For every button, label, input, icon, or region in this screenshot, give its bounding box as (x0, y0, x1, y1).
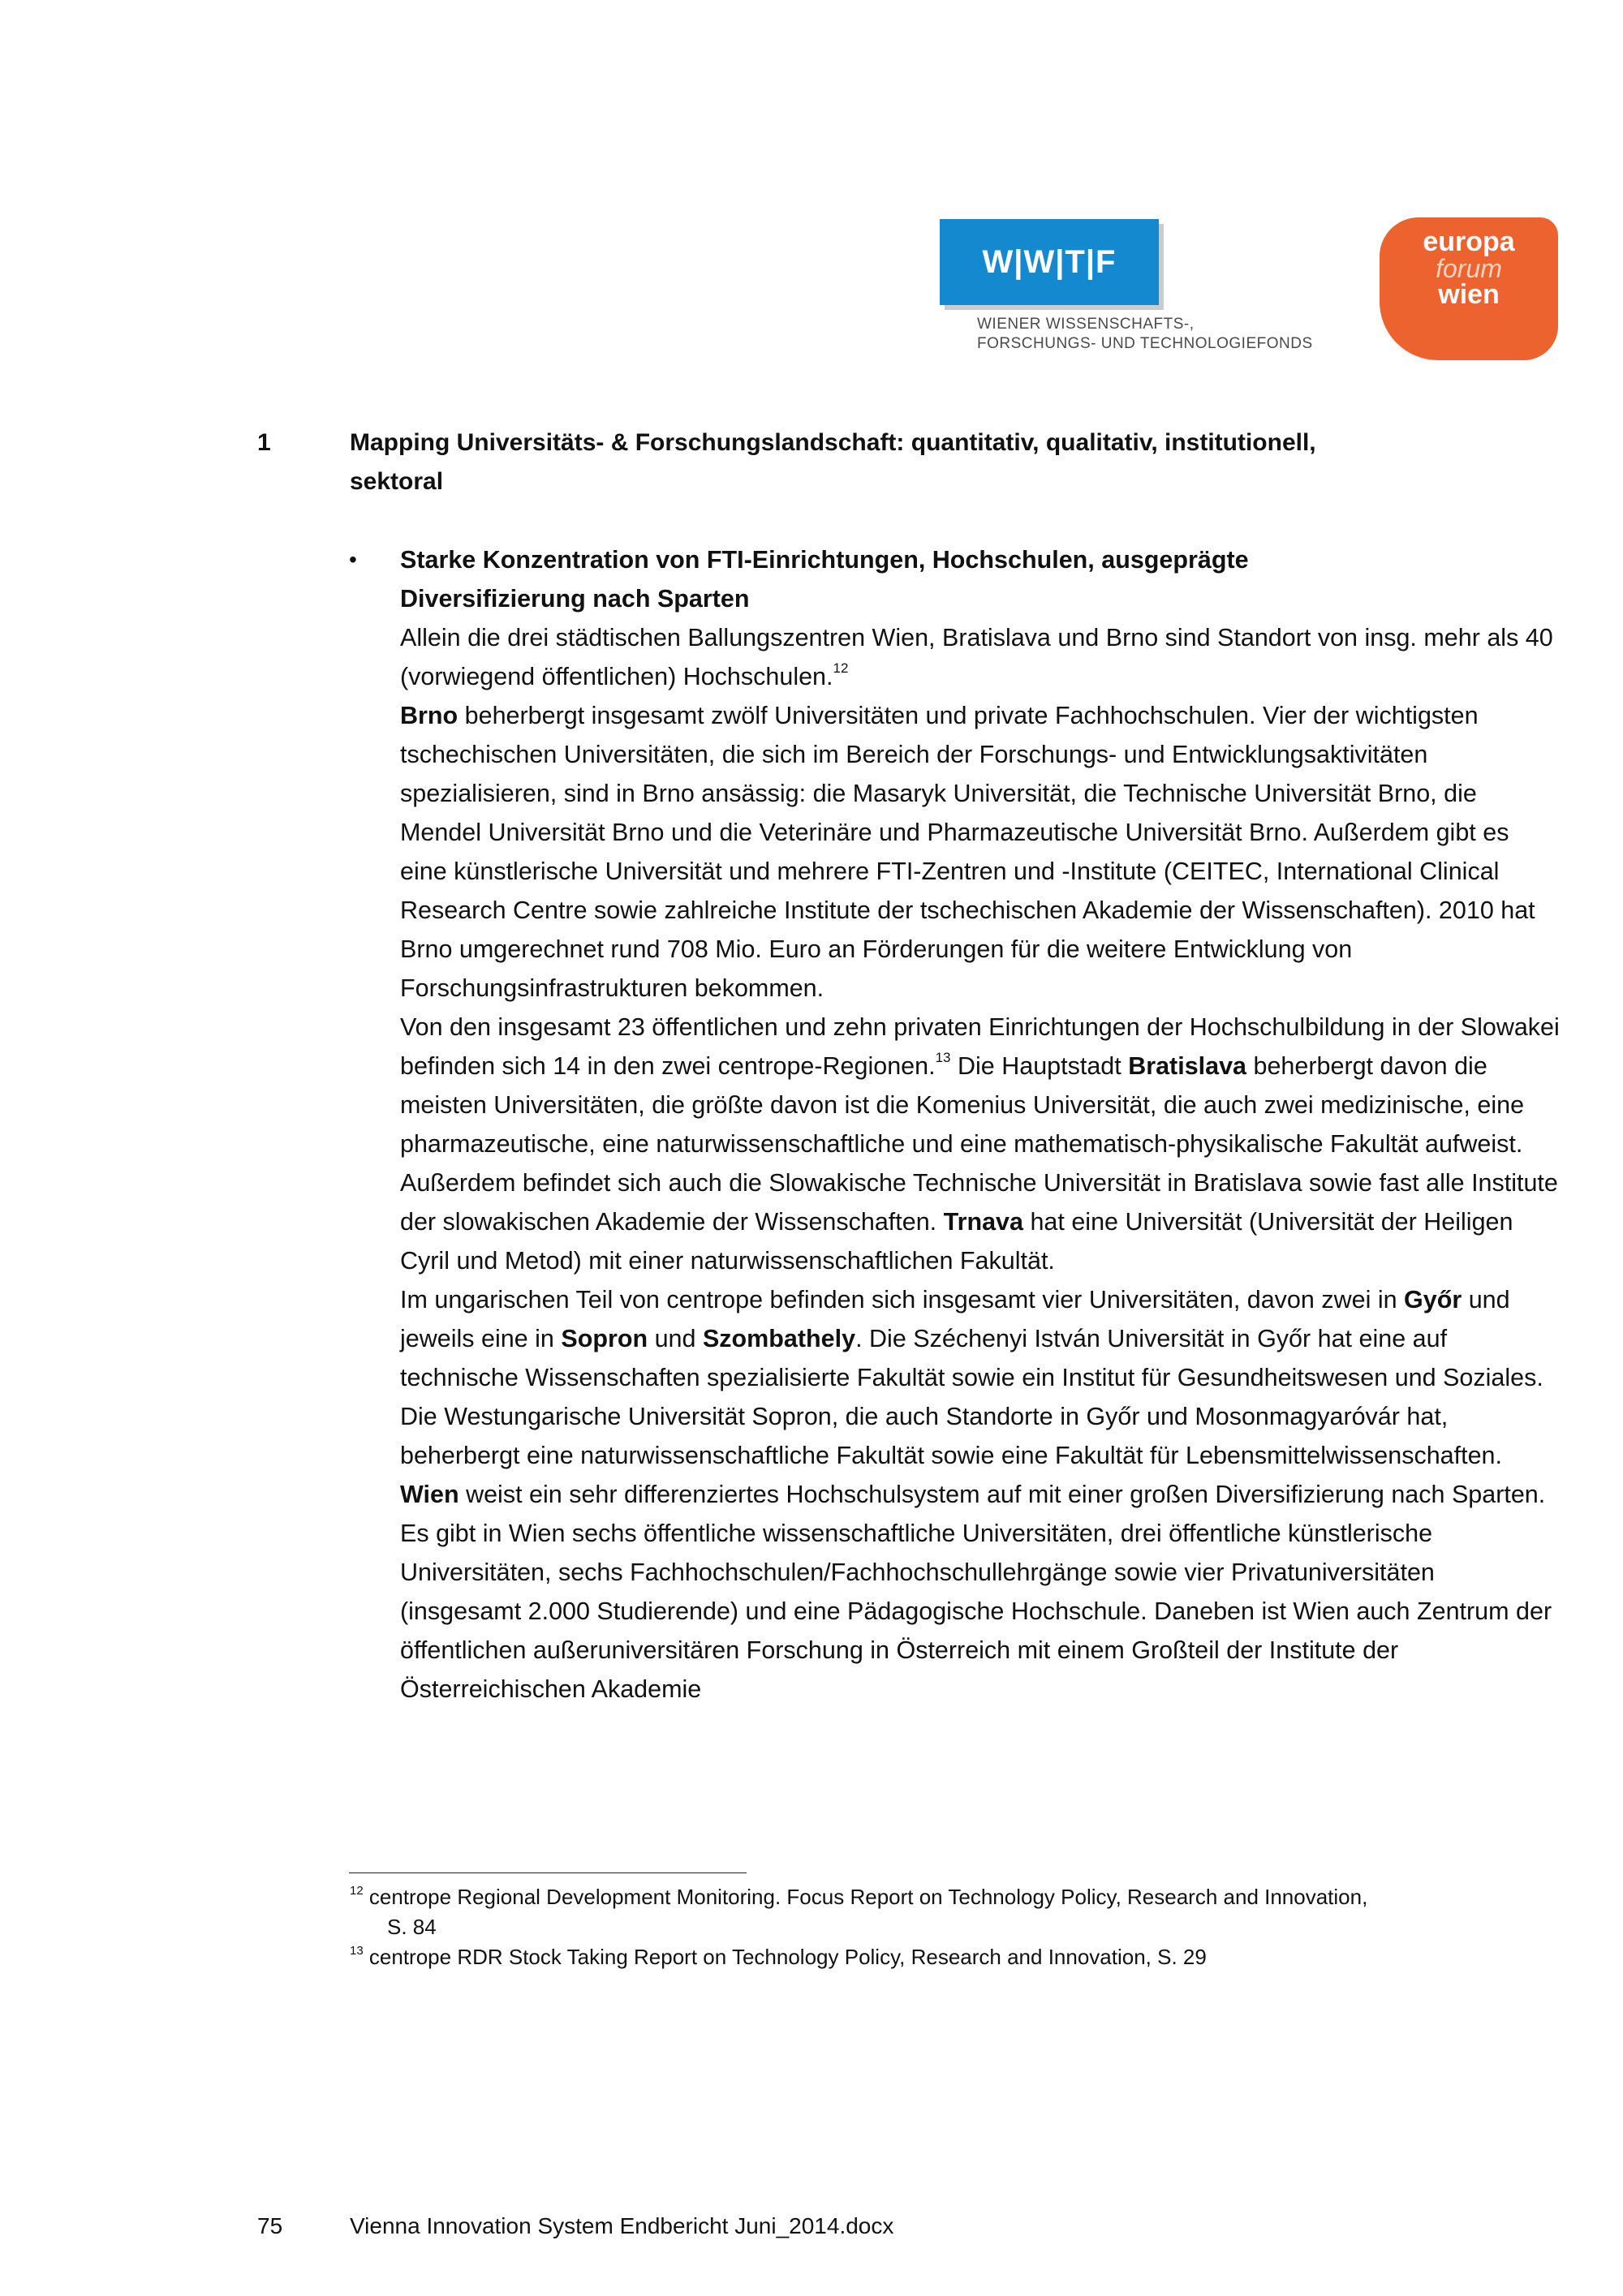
bullet-heading-line2: Diversifizierung nach Sparten (400, 585, 750, 613)
footnote-number: 12 (350, 1884, 364, 1898)
wwtf-caption-line1: WIENER WISSENSCHAFTS-, (977, 316, 1195, 333)
bullet-content (400, 540, 1561, 1709)
page-number: 75 (257, 2213, 283, 2238)
paragraph-slovakia: Von den insgesamt 23 öffentlichen und zehn privaten Einrichtungen der Hochschulbildung in der Slowakei befinden sich 14 in den zwei centrope-Regionen.$^{13}$ Die Hauptstadt Bratislava beherbergt davon die meisten Universitäten, die größte davon ist die Komenius Universität, die auch zwei medizinische, eine pharmazeutische, eine naturwissenschaftliche und eine mathematisch-physikalische Fakultät aufweist. Außerdem befindet sich auch die Slowakische Technische Universität in Bratislava sowie fast alle Institute der slowakischen Akademie der Wissenschaften. Trnava hat eine Universität (Universität der Heiligen Cyril und Metod) mit einer naturwissenschaftlichen Fakultät. (400, 1013, 1560, 1275)
footnote-ref-12[interactable]: 12 (833, 660, 849, 676)
footnote-text: centrope RDR Stock Taking Report on Technology Policy, Research and Innovation, S. 29 (363, 1945, 1207, 1969)
paragraph-overview: Allein die drei städtischen Ballungszentren Wien, Bratislava und Brno sind Standort von insg. mehr als 40 (vorwiegend öffentlichen) Hochschulen.$^{12}$ (400, 624, 1553, 690)
wwtf-logo-mark: W|W|T|F (982, 244, 1117, 280)
footnote-13 (350, 1942, 1551, 1972)
footnote-text-continued: S. 84 (387, 1915, 437, 1939)
footer-document-name: Vienna Innovation System Endbericht Juni_2014.docx (350, 2213, 894, 2238)
europaforum-logo-line3: wien (1438, 279, 1500, 310)
wwtf-logo-caption (977, 315, 1399, 354)
wwtf-logo (940, 219, 1159, 305)
section-title (350, 424, 1518, 501)
paragraph-brno: Brno beherbergt insgesamt zwölf Universitäten und private Fachhochschulen. Vier der wichtigsten tschechischen Universitäten, die sich im Bereich der Forschungs- und Entwicklungsaktivitäten spezialisieren, sind in Brno ansässig: die Masaryk Universität, die Technische Universität Brno, die Mendel Universität Brno und die Veterinäre und Pharmazeutische Universität Brno. Außerdem gibt es eine künstlerische Universität und mehrere FTI-Zentren und -Institute (CEITEC, International Clinical Research Centre sowie zahlreiche Institute der tschechischen Akademie der Wissenschaften). 2010 hat Brno umgerechnet rund 708 Mio. Euro an Förderungen für die weitere Entwicklung von Forschungsinfrastrukturen bekommen. (400, 702, 1535, 1002)
paragraph-hungary: Im ungarischen Teil von centrope befinden sich insgesamt vier Universitäten, davon zwei in Győr und jeweils eine in Sopron und Szombathely. Die Széchenyi István Universität in Győr hat eine auf technische Wissenschaften spezialisierte Fakultät sowie ein Institut für Gesundheitswesen und Soziales. Die Westungarische Universität Sopron, die auch Standorte in Győr und Mosonmagyaróvár hat, beherbergt eine naturwissenschaftliche Fakultät sowie eine Fakultät für Lebensmittelwissenschaften. (400, 1286, 1543, 1469)
section-title-line1: Mapping Universitäts- & Forschungslandschaft: quantitativ, qualitativ, institutionell, (350, 429, 1316, 456)
footnote-text: centrope Regional Development Monitoring. Focus Report on Technology Policy, Research and Innovation, (363, 1885, 1368, 1909)
footnote-number: 13 (350, 1944, 364, 1958)
europaforum-wien-logo (1380, 217, 1558, 360)
section-title-line2: sektoral (350, 468, 444, 495)
paragraph-vienna: Wien weist ein sehr differenziertes Hochschulsystem auf mit einer großen Diversifizierung nach Sparten. Es gibt in Wien sechs öffentliche wissenschaftliche Universitäten, drei öffentliche künstlerische Universitäten, sechs Fachhochschulen/Fachhochschullehrgänge sowie vier Privatuniversitäten (insgesamt 2.000 Studierende) und eine Pädagogische Hochschule. Daneben ist Wien auch Zentrum der öffentlichen außeruniversitären Forschung in Österreich mit einem Großteil der Institute der Österreichischen Akademie (400, 1481, 1552, 1703)
europaforum-logo-line1: europa (1423, 226, 1515, 257)
bullet-heading-line1: Starke Konzentration von FTI-Einrichtungen, Hochschulen, ausgeprägte (400, 546, 1249, 574)
europaforum-logo-line2: forum (1436, 254, 1502, 283)
wwtf-caption-line2: FORSCHUNGS- UND TECHNOLOGIEFONDS (977, 335, 1313, 352)
footnote-ref-13[interactable]: 13 (935, 1050, 951, 1065)
section-number: 1 (257, 429, 271, 456)
bullet-heading (400, 540, 1561, 618)
bullet-icon: • (349, 547, 357, 572)
footnote-separator (349, 1872, 747, 1873)
footnote-12 (350, 1882, 1551, 1942)
